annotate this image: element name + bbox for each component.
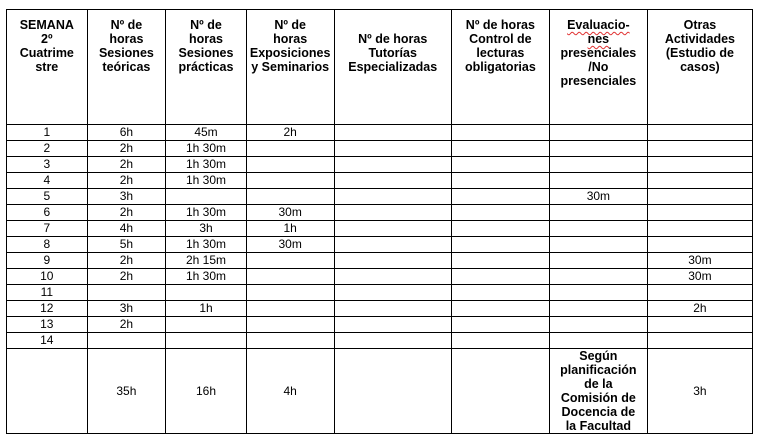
cell-teoricas: 3h (87, 189, 166, 205)
header-lecturas (451, 10, 549, 125)
cell-exposiciones (246, 189, 334, 205)
cell-exposiciones (246, 269, 334, 285)
cell-practicas: 1h 30m (166, 173, 247, 189)
note-line: Docencia de (561, 405, 636, 419)
cell-semana: 4 (7, 173, 88, 189)
cell-exposiciones: 1h (246, 221, 334, 237)
table-row (7, 301, 753, 317)
cell-tutorias (334, 253, 451, 269)
cell-practicas (166, 317, 247, 333)
header-line: prácticas (178, 60, 234, 74)
header-line: Especializadas (348, 60, 438, 74)
header-line: presenciales (560, 74, 637, 88)
table-row (7, 317, 753, 333)
header-line: (Estudio de (665, 46, 734, 60)
cell-practicas: 2h 15m (166, 253, 247, 269)
total-lecturas (451, 349, 549, 434)
header-line: Tutorías (368, 46, 417, 60)
cell-otras (647, 125, 752, 141)
header-practicas (166, 10, 247, 125)
note-line: planificación (560, 363, 637, 377)
cell-semana: 14 (7, 333, 88, 349)
cell-evaluaciones (549, 269, 647, 285)
cell-lecturas (451, 301, 549, 317)
cell-lecturas (451, 317, 549, 333)
header-semana (7, 10, 88, 125)
total-exposiciones: 4h (246, 349, 334, 434)
cell-exposiciones: 2h (246, 125, 334, 141)
header-line: SEMANA (19, 18, 74, 32)
total-practicas: 16h (166, 349, 247, 434)
table-row (7, 205, 753, 221)
cell-practicas: 1h 30m (166, 205, 247, 221)
cell-otras (647, 205, 752, 221)
note-line: Comisión de (560, 391, 636, 405)
header-line: 2º (41, 32, 53, 46)
cell-exposiciones (246, 333, 334, 349)
cell-teoricas: 6h (87, 125, 166, 141)
cell-semana: 10 (7, 269, 88, 285)
header-line: Nº de (190, 18, 222, 32)
cell-exposiciones (246, 157, 334, 173)
header-line: horas (109, 32, 144, 46)
cell-otras (647, 237, 752, 253)
table-row (7, 253, 753, 269)
cell-otras (647, 317, 752, 333)
cell-tutorias (334, 205, 451, 221)
cell-tutorias (334, 269, 451, 285)
header-evaluaciones (549, 10, 647, 125)
table-row (7, 141, 753, 157)
cell-tutorias (334, 173, 451, 189)
cell-practicas: 1h (166, 301, 247, 317)
cell-lecturas (451, 285, 549, 301)
cell-lecturas (451, 205, 549, 221)
cell-teoricas: 2h (87, 173, 166, 189)
cell-evaluaciones (549, 125, 647, 141)
cell-practicas (166, 333, 247, 349)
table-row (7, 237, 753, 253)
table-row (7, 285, 753, 301)
total-evaluaciones-note (549, 349, 647, 434)
header-line: Cuatrime (19, 46, 74, 60)
cell-evaluaciones (549, 333, 647, 349)
cell-exposiciones (246, 173, 334, 189)
header-teoricas (87, 10, 166, 125)
cell-evaluaciones: 30m (549, 189, 647, 205)
total-tutorias (334, 349, 451, 434)
cell-exposiciones (246, 253, 334, 269)
header-exposiciones (246, 10, 334, 125)
total-otras: 3h (647, 349, 752, 434)
cell-evaluaciones (549, 221, 647, 237)
cell-practicas: 1h 30m (166, 141, 247, 157)
header-line: obligatorias (464, 60, 536, 74)
cell-lecturas (451, 221, 549, 237)
total-semana (7, 349, 88, 434)
cell-lecturas (451, 141, 549, 157)
totals-row (7, 349, 753, 434)
cell-practicas: 3h (166, 221, 247, 237)
cell-practicas: 1h 30m (166, 237, 247, 253)
cell-tutorias (334, 157, 451, 173)
cell-evaluaciones (549, 285, 647, 301)
header-line: presenciales (560, 46, 637, 60)
header-line: Sesiones (98, 46, 154, 60)
cell-exposiciones (246, 317, 334, 333)
cell-practicas (166, 189, 247, 205)
cell-lecturas (451, 157, 549, 173)
cell-semana: 6 (7, 205, 88, 221)
cell-lecturas (451, 189, 549, 205)
cell-teoricas: 2h (87, 269, 166, 285)
cell-lecturas (451, 253, 549, 269)
cell-lecturas (451, 173, 549, 189)
table-row (7, 173, 753, 189)
note-line: Según (579, 349, 618, 363)
cell-tutorias (334, 285, 451, 301)
cell-teoricas: 2h (87, 205, 166, 221)
cell-evaluaciones (549, 173, 647, 189)
cell-teoricas: 2h (87, 317, 166, 333)
cell-tutorias (334, 141, 451, 157)
table-row (7, 125, 753, 141)
cell-evaluaciones (549, 141, 647, 157)
cell-exposiciones (246, 285, 334, 301)
cell-teoricas: 2h (87, 157, 166, 173)
schedule-table (6, 9, 753, 434)
cell-otras (647, 141, 752, 157)
header-line: stre (35, 60, 59, 74)
header-line: /No (588, 60, 609, 74)
cell-otras (647, 157, 752, 173)
header-line: Actividades (664, 32, 735, 46)
cell-lecturas (451, 237, 549, 253)
cell-semana: 11 (7, 285, 88, 301)
note-line: de la (584, 377, 613, 391)
cell-semana: 13 (7, 317, 88, 333)
header-line: Control de (469, 32, 532, 46)
cell-otras: 30m (647, 269, 752, 285)
cell-otras: 30m (647, 253, 752, 269)
header-line: Otras (683, 18, 717, 32)
cell-otras: 2h (647, 301, 752, 317)
cell-evaluaciones (549, 237, 647, 253)
header-line: Nº de horas (358, 32, 428, 46)
header-line: horas (273, 32, 308, 46)
table-body (7, 125, 753, 434)
cell-evaluaciones (549, 157, 647, 173)
cell-otras (647, 221, 752, 237)
table-header (7, 10, 753, 125)
cell-lecturas (451, 269, 549, 285)
cell-evaluaciones (549, 205, 647, 221)
cell-semana: 2 (7, 141, 88, 157)
cell-otras (647, 189, 752, 205)
cell-lecturas (451, 125, 549, 141)
table-row (7, 269, 753, 285)
cell-semana: 9 (7, 253, 88, 269)
cell-tutorias (334, 317, 451, 333)
cell-tutorias (334, 237, 451, 253)
cell-tutorias (334, 301, 451, 317)
cell-lecturas (451, 333, 549, 349)
note-line: la Facultad (565, 419, 631, 433)
cell-evaluaciones (549, 317, 647, 333)
header-line: Evaluacio- (567, 18, 630, 32)
header-line: horas (188, 32, 224, 46)
cell-otras (647, 285, 752, 301)
cell-teoricas (87, 285, 166, 301)
cell-evaluaciones (549, 253, 647, 269)
cell-practicas: 1h 30m (166, 157, 247, 173)
cell-exposiciones (246, 141, 334, 157)
cell-otras (647, 333, 752, 349)
header-line: Nº de (110, 18, 143, 32)
header-line: Exposiciones (249, 46, 331, 60)
cell-teoricas (87, 333, 166, 349)
cell-exposiciones (246, 301, 334, 317)
cell-teoricas: 2h (87, 253, 166, 269)
cell-practicas: 45m (166, 125, 247, 141)
cell-teoricas: 2h (87, 141, 166, 157)
cell-semana: 1 (7, 125, 88, 141)
cell-otras (647, 173, 752, 189)
table-row (7, 157, 753, 173)
cell-tutorias (334, 333, 451, 349)
cell-practicas (166, 285, 247, 301)
header-line: y Seminarios (251, 60, 330, 74)
cell-tutorias (334, 189, 451, 205)
cell-teoricas: 5h (87, 237, 166, 253)
header-tutorias (334, 10, 451, 125)
cell-semana: 8 (7, 237, 88, 253)
cell-semana: 3 (7, 157, 88, 173)
table-row (7, 333, 753, 349)
header-row (7, 10, 753, 125)
header-line: Nº de horas (465, 18, 535, 32)
header-otras (647, 10, 752, 125)
header-line: nes (587, 32, 610, 46)
header-line: Sesiones (178, 46, 234, 60)
cell-practicas: 1h 30m (166, 269, 247, 285)
cell-semana: 12 (7, 301, 88, 317)
header-line: lecturas (476, 46, 525, 60)
cell-semana: 5 (7, 189, 88, 205)
cell-semana: 7 (7, 221, 88, 237)
cell-tutorias (334, 125, 451, 141)
cell-teoricas: 4h (87, 221, 166, 237)
header-line: teóricas (102, 60, 151, 74)
cell-tutorias (334, 221, 451, 237)
cell-teoricas: 3h (87, 301, 166, 317)
total-teoricas: 35h (87, 349, 166, 434)
cell-evaluaciones (549, 301, 647, 317)
header-line: Nº de (274, 18, 306, 32)
header-line: casos) (680, 60, 720, 74)
table-row (7, 189, 753, 205)
table-row (7, 221, 753, 237)
cell-exposiciones: 30m (246, 237, 334, 253)
cell-exposiciones: 30m (246, 205, 334, 221)
